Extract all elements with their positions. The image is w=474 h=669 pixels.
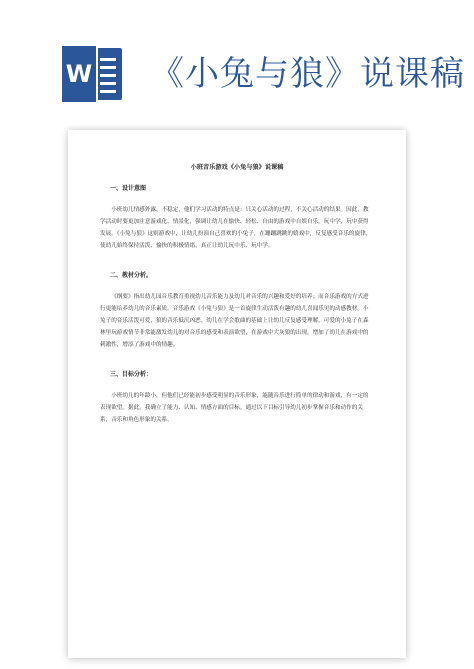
section-material-analysis <box>100 270 374 351</box>
word-logo-letter: W <box>60 44 98 104</box>
section-heading: 三、目标分析： <box>110 371 153 378</box>
document-line <box>100 66 116 69</box>
word-icon <box>60 44 126 104</box>
document-line <box>100 90 116 93</box>
document-content <box>68 130 406 658</box>
section-design-intent <box>100 183 374 252</box>
section-paragraph: 《纲要》指出幼儿园音乐教育重视幼儿音乐能力及幼儿对音乐的兴趣和爱好的培养；而音乐游戏的方式进行更能培养幼儿的音乐素质。音乐游戏《小兔与狼》是一首旋律生动活泼有趣的幼儿喜闻乐见的动感教材。小兔子的音乐活泼可爱，狼的音乐低沉凶恶。幼儿在学会歌曲的基础上让幼儿反复感受理解，可爱的小兔子在森林里玩游戏情节非常能激发幼儿的对音乐的感受和表演欲望，在游戏中大灰狼的出现，增加了幼儿在游戏中的刺激性，增添了游戏中的情趣。 <box>100 294 369 348</box>
page-title: 《小兔与狼》说课稿 <box>150 54 465 94</box>
document-line <box>100 58 116 61</box>
document-title: 小班音乐游戏《小兔与狼》说课稿 <box>190 164 284 171</box>
document-line <box>100 74 116 77</box>
section-paragraph: 小班幼儿情感外露，不稳定，他们学习活动的特点是：只关心活动的过程，不关心活动的结果。因此，教学活动时要更加注意游戏化、情景化，强调让幼儿在愉快、轻松、自由的游戏中自娱自乐，玩中学，玩中获得发展。《小兔与狼》这则游戏中，让幼儿扮演自己喜欢的小兔子，在蹦蹦跳跳的嬉戏中，反复感受音乐的旋律，使幼儿始终保持活泼、愉快的积极情绪，真正让幼儿玩中乐、玩中学。 <box>100 207 372 249</box>
document-line <box>100 82 116 85</box>
section-paragraph: 小班幼儿的年龄小，但他们已经能初步感受明显的音乐形象，能随音乐进行简单的律动和游戏，有一定的表现欲望。据此，我确立了能力、认知、情感方面的目标。通过以下目标引导幼儿初步掌握音乐和动作的关系，音乐和角色形象的关系。 <box>100 393 369 423</box>
document-sheet <box>68 130 406 658</box>
section-heading: 二、教材分析。 <box>110 272 153 279</box>
section-goal-analysis <box>100 369 374 426</box>
section-heading: 一、设计意图 <box>110 185 147 192</box>
